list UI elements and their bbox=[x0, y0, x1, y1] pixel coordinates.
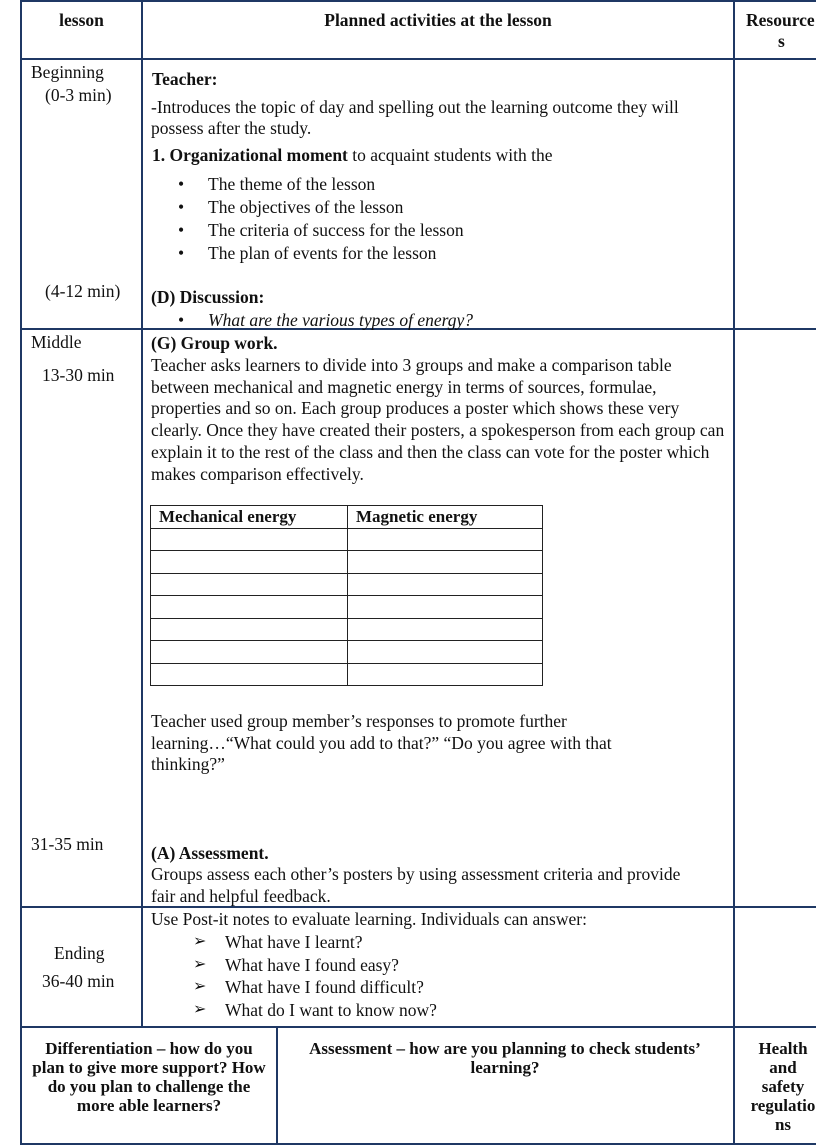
comparison-table bbox=[150, 505, 543, 686]
org-bullet-list bbox=[176, 173, 464, 265]
bullet-icon: • bbox=[178, 310, 185, 330]
table-top-border bbox=[20, 0, 816, 2]
list-item bbox=[176, 309, 473, 332]
list-item-text: What have I found easy? bbox=[225, 954, 399, 975]
header-activities: Planned activities at the lesson bbox=[324, 10, 552, 30]
footer-divider bbox=[276, 1026, 278, 1145]
list-item-text: What do I want to know now? bbox=[225, 999, 437, 1020]
time-ending: 36-40 min bbox=[42, 971, 115, 991]
header-resources bbox=[746, 10, 815, 31]
table-row bbox=[151, 663, 543, 686]
footer-assessment: Assessment – how are you planning to check students’ learning? bbox=[309, 1039, 701, 1077]
health-line: regulatio bbox=[750, 1096, 816, 1115]
assessment-text: Groups assess each other’s posters by using assessment criteria and provide fair and helpful feedback. bbox=[151, 864, 681, 906]
stage-middle: Middle bbox=[31, 332, 82, 352]
list-item-text: What have I learnt? bbox=[225, 932, 363, 952]
assessment-label: (A) Assessment. bbox=[151, 843, 269, 863]
table-cell[interactable] bbox=[348, 528, 543, 551]
list-item bbox=[193, 999, 437, 1022]
arrowhead-icon: ➢ bbox=[193, 933, 207, 950]
list-item bbox=[193, 976, 437, 999]
table-row bbox=[151, 641, 543, 664]
list-item-text: The criteria of success for the lesson bbox=[208, 220, 464, 240]
header-bottom-border bbox=[20, 58, 816, 60]
resources-column-border bbox=[733, 0, 735, 1145]
table-cell[interactable] bbox=[151, 618, 348, 641]
list-item bbox=[193, 931, 437, 954]
org-moment-label: 1. Organizational moment bbox=[152, 145, 348, 165]
time-beginning-1: (0-3 min) bbox=[45, 85, 112, 105]
header-lesson: lesson bbox=[59, 10, 104, 30]
col-mechanical-energy: Mechanical energy bbox=[151, 506, 348, 529]
feedback-text: Teacher used group member’s responses to promote further learning…“What could you add to that?” “Do you agree with that thinking?” bbox=[151, 711, 612, 774]
discussion-label: (D) Discussion: bbox=[151, 287, 265, 307]
table-row bbox=[151, 573, 543, 596]
time-beginning-2: (4-12 min) bbox=[45, 281, 121, 301]
ending-intro: Use Post-it notes to evaluate learning. Individuals can answer: bbox=[151, 909, 587, 929]
discussion-list bbox=[176, 309, 473, 332]
health-line: and bbox=[769, 1058, 797, 1077]
stage-beginning: Beginning bbox=[31, 62, 104, 82]
table-row bbox=[151, 596, 543, 619]
table-row bbox=[151, 528, 543, 551]
table-cell[interactable] bbox=[348, 596, 543, 619]
table-header-row bbox=[151, 506, 543, 529]
list-item-text: What have I found difficult? bbox=[225, 977, 424, 997]
table-cell[interactable] bbox=[348, 663, 543, 686]
table-row bbox=[151, 618, 543, 641]
table-cell[interactable] bbox=[151, 596, 348, 619]
left-border bbox=[20, 0, 22, 1145]
ending-bottom-border bbox=[20, 1026, 816, 1028]
table-cell[interactable] bbox=[151, 551, 348, 574]
bullet-icon: • bbox=[178, 220, 185, 240]
footer-health-safety bbox=[740, 1039, 816, 1134]
health-line: ns bbox=[774, 1115, 792, 1134]
list-item bbox=[176, 219, 464, 242]
organizational-moment bbox=[152, 145, 553, 166]
table-cell[interactable] bbox=[348, 641, 543, 664]
table-cell[interactable] bbox=[151, 641, 348, 664]
list-item-text: The objectives of the lesson bbox=[208, 197, 404, 217]
header-resources-line2: s bbox=[778, 31, 785, 51]
intro-text: -Introduces the topic of day and spelling out the learning outcome they will possess after the study. bbox=[151, 97, 679, 138]
bullet-icon: • bbox=[178, 243, 185, 263]
group-work-label: (G) Group work. bbox=[151, 333, 278, 353]
table-cell[interactable] bbox=[151, 573, 348, 596]
ending-question-list bbox=[193, 931, 437, 1021]
list-item-text: The plan of events for the lesson bbox=[208, 243, 437, 263]
arrowhead-icon: ➢ bbox=[193, 978, 207, 995]
health-line: safety bbox=[761, 1077, 805, 1096]
discussion-question: What are the various types of energy? bbox=[208, 310, 474, 330]
table-row bbox=[151, 551, 543, 574]
bullet-icon: • bbox=[178, 197, 185, 217]
list-item-text: The theme of the lesson bbox=[208, 174, 376, 194]
org-moment-rest: to acquaint students with the bbox=[347, 145, 553, 165]
lesson-column-border bbox=[141, 0, 143, 1027]
list-item bbox=[193, 954, 437, 977]
list-item bbox=[176, 242, 464, 265]
table-cell[interactable] bbox=[151, 528, 348, 551]
health-line: Health bbox=[758, 1039, 808, 1058]
time-middle-1: 13-30 min bbox=[42, 365, 115, 385]
time-middle-2: 31-35 min bbox=[31, 834, 104, 854]
table-cell[interactable] bbox=[151, 663, 348, 686]
list-item bbox=[176, 196, 464, 219]
arrowhead-icon: ➢ bbox=[193, 1000, 207, 1018]
header-resources-line1: Resource bbox=[746, 10, 815, 30]
col-magnetic-energy: Magnetic energy bbox=[348, 506, 543, 529]
table-cell[interactable] bbox=[348, 551, 543, 574]
bullet-icon: • bbox=[178, 174, 185, 194]
group-work-text: Teacher asks learners to divide into 3 groups and make a comparison table between mechanical and magnetic energy in terms of sources, formulae, properties and so on. Each group produces a poster which shows these very clearly. Once they have created their posters, a spokesperson from each group can explain it to the rest of the class and then the class can vote for the poster which makes comparison effectively. bbox=[151, 355, 725, 484]
table-cell[interactable] bbox=[348, 618, 543, 641]
teacher-label: Teacher: bbox=[152, 69, 218, 89]
table-bottom-border bbox=[20, 1143, 816, 1145]
footer-differentiation: Differentiation – how do you plan to give more support? How do you plan to challenge the more able learners? bbox=[32, 1039, 266, 1115]
stage-ending: Ending bbox=[54, 943, 105, 963]
arrowhead-icon: ➢ bbox=[193, 955, 207, 973]
list-item bbox=[176, 173, 464, 196]
table-cell[interactable] bbox=[348, 573, 543, 596]
